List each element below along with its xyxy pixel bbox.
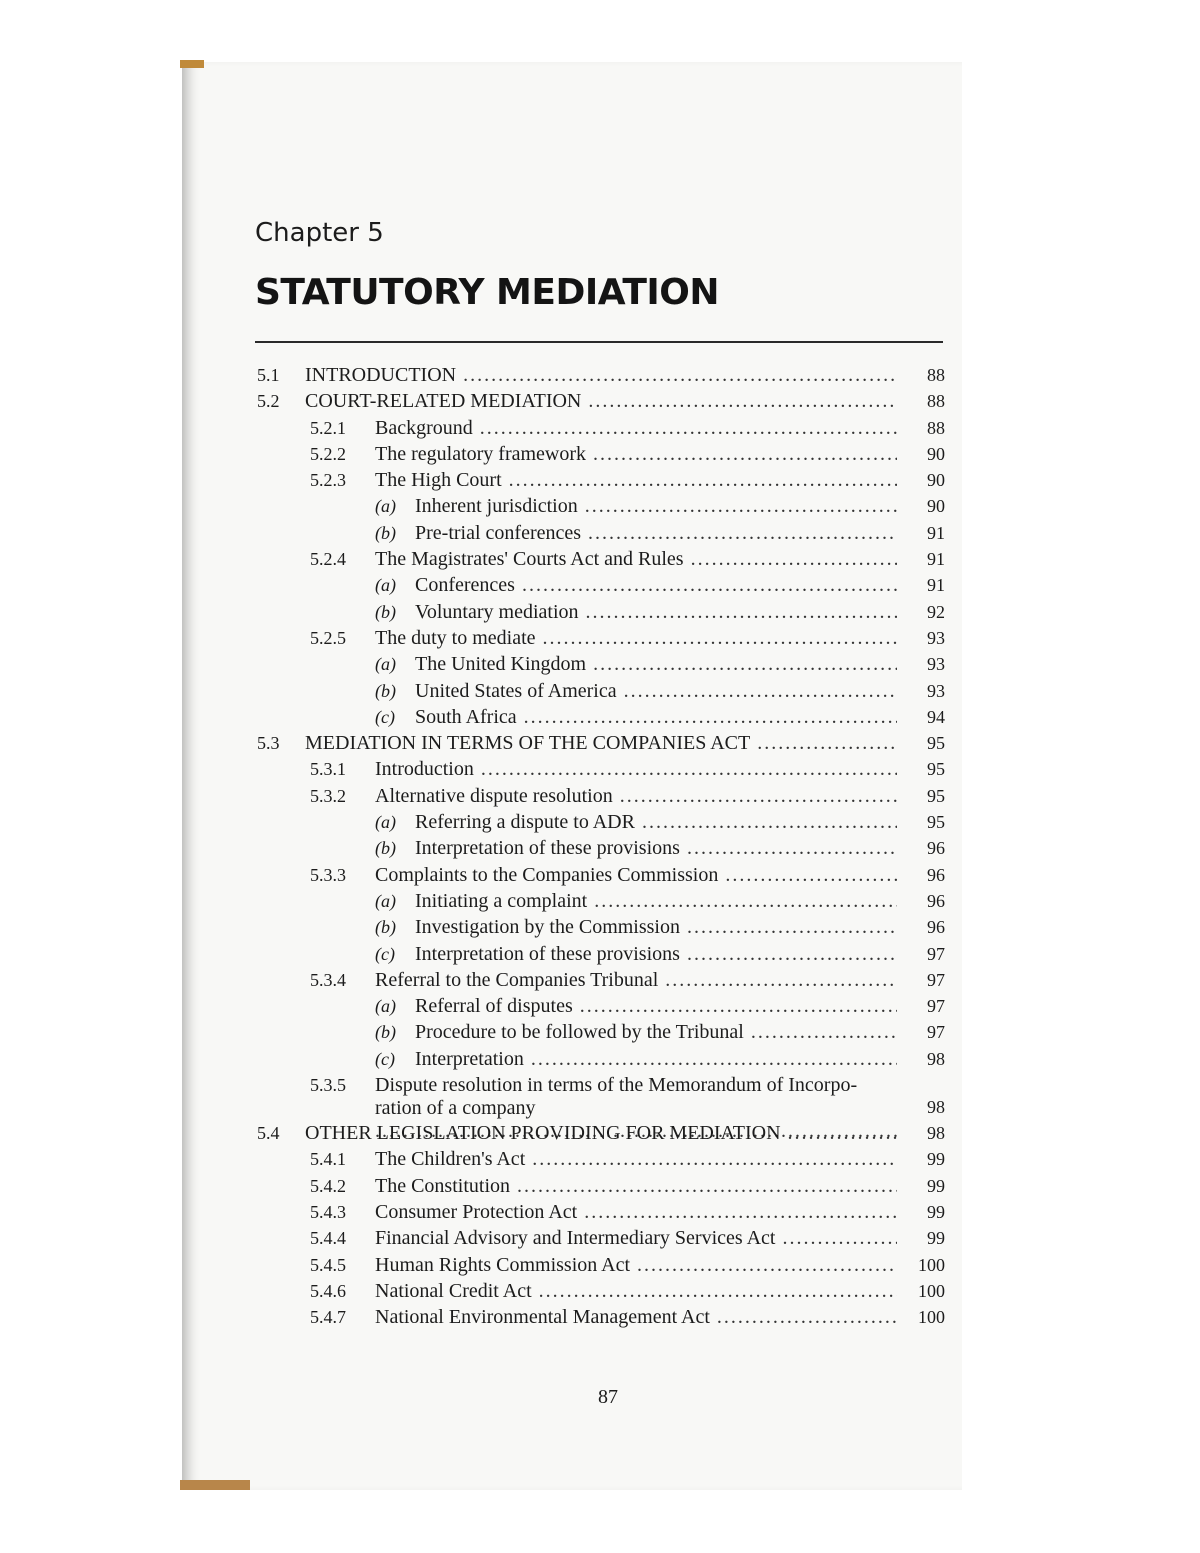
toc-page: 96 [927,864,945,885]
toc-title: Interpretation of these provisions ..... [415,835,897,861]
toc-entry [255,625,945,651]
toc-page: 91 [927,575,945,596]
toc-page: 95 [927,759,945,780]
toc-entry [255,783,945,809]
toc-entry [255,1304,945,1330]
toc-title: Interpretation ..... [415,1046,897,1072]
toc-entry [255,1173,945,1199]
toc-title: Referral to the Companies Tribunal ..... [375,967,897,993]
toc-entry [255,388,945,414]
toc-page: 96 [927,838,945,859]
toc-title: Pre-trial conferences ..... [415,520,897,546]
toc-title: Consumer Protection Act ..... [375,1199,897,1225]
toc-number: 5.2 [257,391,280,412]
toc-entry [255,1199,945,1225]
toc-entry [255,572,945,598]
toc-number: 5.2.3 [310,470,346,491]
toc-entry [255,1225,945,1251]
toc-entry [255,546,945,572]
toc-page: 98 [927,1097,945,1118]
toc-page: 100 [918,1280,945,1301]
toc-page: 95 [927,785,945,806]
toc-title: Initiating a complaint ..... [415,888,897,914]
toc-page: 95 [927,733,945,754]
toc-page: 88 [927,365,945,385]
toc-number: (b) [375,838,396,859]
page-edge-bottom [180,1480,250,1490]
toc-number: 5.4.5 [310,1254,346,1275]
toc-page: 98 [927,1123,945,1144]
toc-page: 99 [927,1201,945,1222]
toc-entry [255,835,945,861]
toc-title: COURT-RELATED MEDIATION ..... [305,388,897,414]
toc-entry [255,888,945,914]
chapter-title: STATUTORY MEDIATION [255,272,720,313]
toc-page: 95 [927,812,945,833]
toc-entry [255,467,945,493]
toc-number: 5.1 [257,365,280,385]
toc-page: 96 [927,890,945,911]
toc-page: 100 [918,1254,945,1275]
toc-page: 91 [927,549,945,570]
toc-title: MEDIATION IN TERMS OF THE COMPANIES ACT ..... [305,730,897,756]
toc-title: Referring a dispute to ADR ..... [415,809,897,835]
toc-page: 100 [918,1307,945,1328]
toc-page: 90 [927,496,945,517]
toc-number: (a) [375,654,396,675]
toc-entry [255,1046,945,1072]
toc-title: Alternative dispute resolution ..... [375,783,897,809]
toc-title: The Constitution ..... [375,1173,897,1199]
toc-number: (a) [375,890,396,911]
toc-title-line1: Dispute resolution in terms of the Memorandum of Incorpo- [375,1074,858,1097]
toc-number: (a) [375,812,396,833]
toc-title: Introduction ..... [375,756,897,782]
toc-title: Complaints to the Companies Commission ..... [375,862,897,888]
toc-page: 93 [927,654,945,675]
toc-title: National Credit Act ..... [375,1278,897,1304]
toc-page: 88 [927,391,945,412]
toc-page: 99 [927,1149,945,1170]
toc-number: 5.4.4 [310,1228,346,1249]
toc-entry [255,1146,945,1172]
toc-page: 88 [927,417,945,438]
toc-number: 5.3.5 [310,1075,346,1096]
toc-number: (c) [375,706,395,727]
toc-number: (b) [375,1022,396,1043]
toc-entry [255,967,945,993]
toc-page: 97 [927,969,945,990]
toc-page: 97 [927,1022,945,1043]
toc-title: Interpretation of these provisions ..... [415,941,897,967]
toc-number: 5.4.3 [310,1201,346,1222]
toc-title: Conferences ..... [415,572,897,598]
toc-title: National Environmental Management Act ..... [375,1304,897,1330]
toc-entry [255,1252,945,1278]
toc-entry [255,993,945,1019]
toc-title: OTHER LEGISLATION PROVIDING FOR MEDIATION ..... [305,1120,897,1146]
toc-number: 5.3.4 [310,969,346,990]
toc-page: 96 [927,917,945,938]
toc-number: (b) [375,601,396,622]
toc-number: 5.4.2 [310,1175,346,1196]
toc-number: 5.3.3 [310,864,346,885]
toc-entry [255,809,945,835]
page-number: 87 [598,1386,618,1408]
toc-number: 5.4.1 [310,1149,346,1170]
toc-entry [255,704,945,730]
toc-title: The High Court ..... [375,467,897,493]
toc-entry [255,678,945,704]
toc-number: (a) [375,496,396,517]
toc-title: Inherent jurisdiction ..... [415,493,897,519]
toc-title-line2: ration of a company ..... [375,1097,897,1142]
toc-page: 90 [927,470,945,491]
toc-title: The United Kingdom ..... [415,651,897,677]
toc-page: 99 [927,1175,945,1196]
toc-title: Investigation by the Commission ..... [415,914,897,940]
toc-entry [255,362,945,388]
toc-page: 91 [927,522,945,543]
toc-number: (b) [375,680,396,701]
toc-entry [255,493,945,519]
toc-entry [255,1120,945,1146]
toc-title: The regulatory framework ..... [375,441,897,467]
toc-page: 98 [927,1048,945,1069]
toc-number: 5.2.5 [310,627,346,648]
table-of-contents [255,362,945,1330]
toc-page: 92 [927,601,945,622]
toc-entry [255,914,945,940]
toc-entry [255,1019,945,1045]
toc-entry [255,730,945,756]
toc-entry [255,441,945,467]
title-rule [255,341,943,343]
toc-entry [255,862,945,888]
toc-number: (c) [375,943,395,964]
toc-page: 97 [927,996,945,1017]
toc-entry [255,941,945,967]
toc-entry [255,651,945,677]
page-edge-top [180,60,204,68]
toc-page: 99 [927,1228,945,1249]
toc-entry [255,1278,945,1304]
toc-title: South Africa ..... [415,704,897,730]
toc-entry [255,599,945,625]
toc-title: The Magistrates' Courts Act and Rules ..... [375,546,897,572]
toc-number: 5.3 [257,733,280,754]
toc-number: (b) [375,917,396,938]
toc-page: 90 [927,443,945,464]
toc-title: Voluntary mediation ..... [415,599,897,625]
toc-entry [255,415,945,441]
toc-number: 5.2.2 [310,443,346,464]
toc-number: 5.3.1 [310,759,346,780]
toc-title: Referral of disputes ..... [415,993,897,1019]
toc-number: (b) [375,522,396,543]
toc-number: (a) [375,996,396,1017]
toc-title: United States of America ..... [415,678,897,704]
toc-title: Financial Advisory and Intermediary Services Act ..... [375,1225,897,1251]
toc-number: (a) [375,575,396,596]
toc-page: 93 [927,627,945,648]
toc-title: The Children's Act ..... [375,1146,897,1172]
toc-number: (c) [375,1048,395,1069]
toc-number: 5.4.6 [310,1280,346,1301]
toc-entry [255,1072,945,1120]
toc-number: 5.2.1 [310,417,346,438]
toc-entry [255,756,945,782]
toc-page: 97 [927,943,945,964]
toc-number: 5.2.4 [310,549,346,570]
toc-number: 5.3.2 [310,785,346,806]
toc-title: Human Rights Commission Act ..... [375,1252,897,1278]
toc-number: 5.4.7 [310,1307,346,1328]
toc-number: 5.4 [257,1123,280,1144]
toc-title: INTRODUCTION ..... [305,362,897,388]
toc-page: 94 [927,706,945,727]
toc-entry [255,520,945,546]
toc-title: The duty to mediate ..... [375,625,897,651]
toc-page: 93 [927,680,945,701]
chapter-label: Chapter 5 [255,218,384,248]
toc-title: Background ..... [375,415,897,441]
toc-title: Procedure to be followed by the Tribunal ..... [415,1019,897,1045]
